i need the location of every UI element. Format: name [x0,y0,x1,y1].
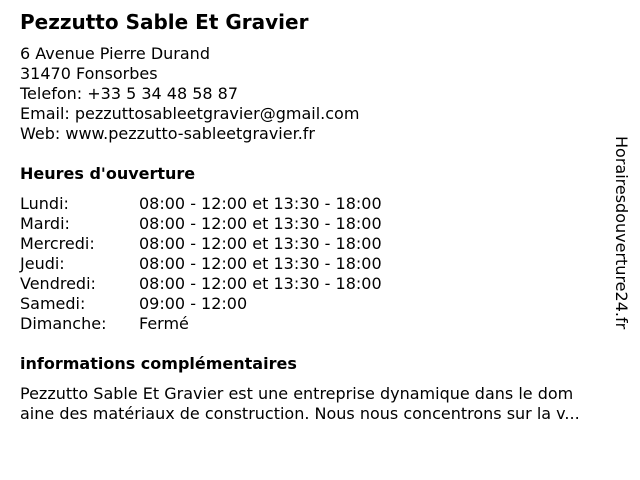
additional-info-text [20,384,628,424]
time-value: 08:00 - 12:00 et 13:30 - 18:00 [139,194,382,213]
hours-row-mercredi [20,234,440,254]
hours-row-vendredi [20,274,440,294]
hours-row-dimanche [20,314,440,334]
time-value: 08:00 - 12:00 et 13:30 - 18:00 [139,254,382,273]
address-line-city: 31470 Fonsorbes [20,64,158,83]
time-value: 08:00 - 12:00 et 13:30 - 18:00 [139,274,382,293]
contact-block [20,44,359,144]
info-text-line-1: Pezzutto Sable Et Gravier est une entreprise dynamique dans le dom [20,384,574,403]
day-label: Mardi: [20,214,70,233]
watermark-text: Horairesdouverture24.fr [612,136,631,330]
day-label: Lundi: [20,194,69,213]
time-value: 08:00 - 12:00 et 13:30 - 18:00 [139,234,382,253]
time-value: Fermé [139,314,189,333]
hours-row-samedi [20,294,440,314]
time-value: 08:00 - 12:00 et 13:30 - 18:00 [139,214,382,233]
business-name: Pezzutto Sable Et Gravier [20,10,309,34]
hours-row-lundi [20,194,440,214]
address-line-street: 6 Avenue Pierre Durand [20,44,210,63]
opening-hours-heading: Heures d'ouverture [20,164,196,183]
day-label: Vendredi: [20,274,96,293]
website-text: Web: www.pezzutto-sableetgravier.fr [20,124,315,143]
time-value: 09:00 - 12:00 [139,294,248,313]
hours-row-jeudi [20,254,440,274]
day-label: Mercredi: [20,234,95,253]
hours-row-mardi [20,214,440,234]
day-label: Dimanche: [20,314,107,333]
info-text-line-2: aine des matériaux de construction. Nous nous concentrons sur la v... [20,404,580,423]
phone-text: Telefon: +33 5 34 48 58 87 [20,84,239,103]
site-watermark [611,136,631,342]
opening-hours-table [20,194,440,334]
day-label: Jeudi: [20,254,65,273]
day-label: Samedi: [20,294,86,313]
email-text: Email: pezzuttosableetgravier@gmail.com [20,104,360,123]
additional-info-heading: informations complémentaires [20,354,297,373]
